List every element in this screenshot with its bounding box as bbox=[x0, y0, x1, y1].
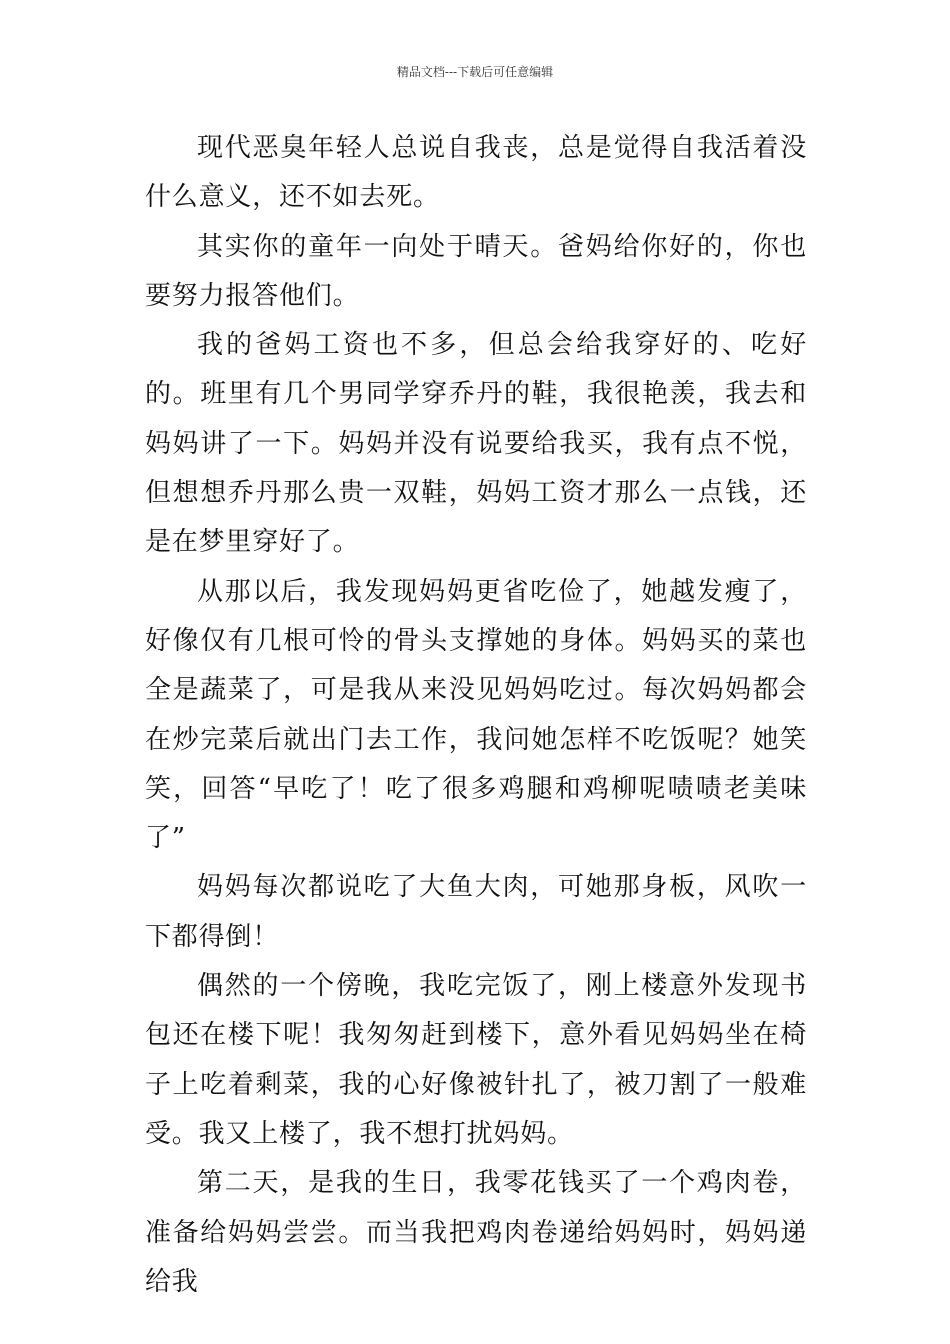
paragraph: 其实你的童年一向处于晴天。爸妈给你好的，你也要努力报答他们。 bbox=[145, 231, 807, 311]
paragraph: 偶然的一个傍晚，我吃完饭了，刚上楼意外发现书包还在楼下呢！我匆匆赶到楼下，意外看见妈妈坐在椅子上吃着剩菜，我的心好像被针扎了，被刀割了一般难受。我又上楼了，我不想打扰妈妈。 bbox=[145, 971, 807, 1149]
paragraph: 我的爸妈工资也不多，但总会给我穿好的、吃好的。班里有几个男同学穿乔丹的鞋，我很艳羡，我去和妈妈讲了一下。妈妈并没有说要给我买，我有点不悦，但想想乔丹那么贵一双鞋，妈妈工资才那么一点钱，还是在梦里穿好了。 bbox=[145, 330, 807, 558]
document-body bbox=[145, 124, 807, 1307]
paragraph: 从那以后，我发现妈妈更省吃俭了，她越发瘦了，好像仅有几根可怜的骨头支撑她的身体。妈妈买的菜也全是蔬菜了，可是我从来没见妈妈吃过。每次妈妈都会在炒完菜后就出门去工作，我问她怎样不吃饭呢？她笑笑，回答“早吃了！吃了很多鸡腿和鸡柳呢啧啧老美味了” bbox=[145, 576, 807, 854]
paragraph: 第二天，是我的生日，我零花钱买了一个鸡肉卷，准备给妈妈尝尝。而当我把鸡肉卷递给妈妈时，妈妈递给我 bbox=[145, 1168, 807, 1297]
paragraph: 现代恶臭年轻人总说自我丧，总是觉得自我活着没什么意义，还不如去死。 bbox=[145, 133, 807, 213]
page-header: 精品文档---下载后可任意编辑 bbox=[396, 65, 554, 79]
paragraph: 妈妈每次都说吃了大鱼大肉，可她那身板，风吹一下都得倒！ bbox=[145, 872, 807, 952]
